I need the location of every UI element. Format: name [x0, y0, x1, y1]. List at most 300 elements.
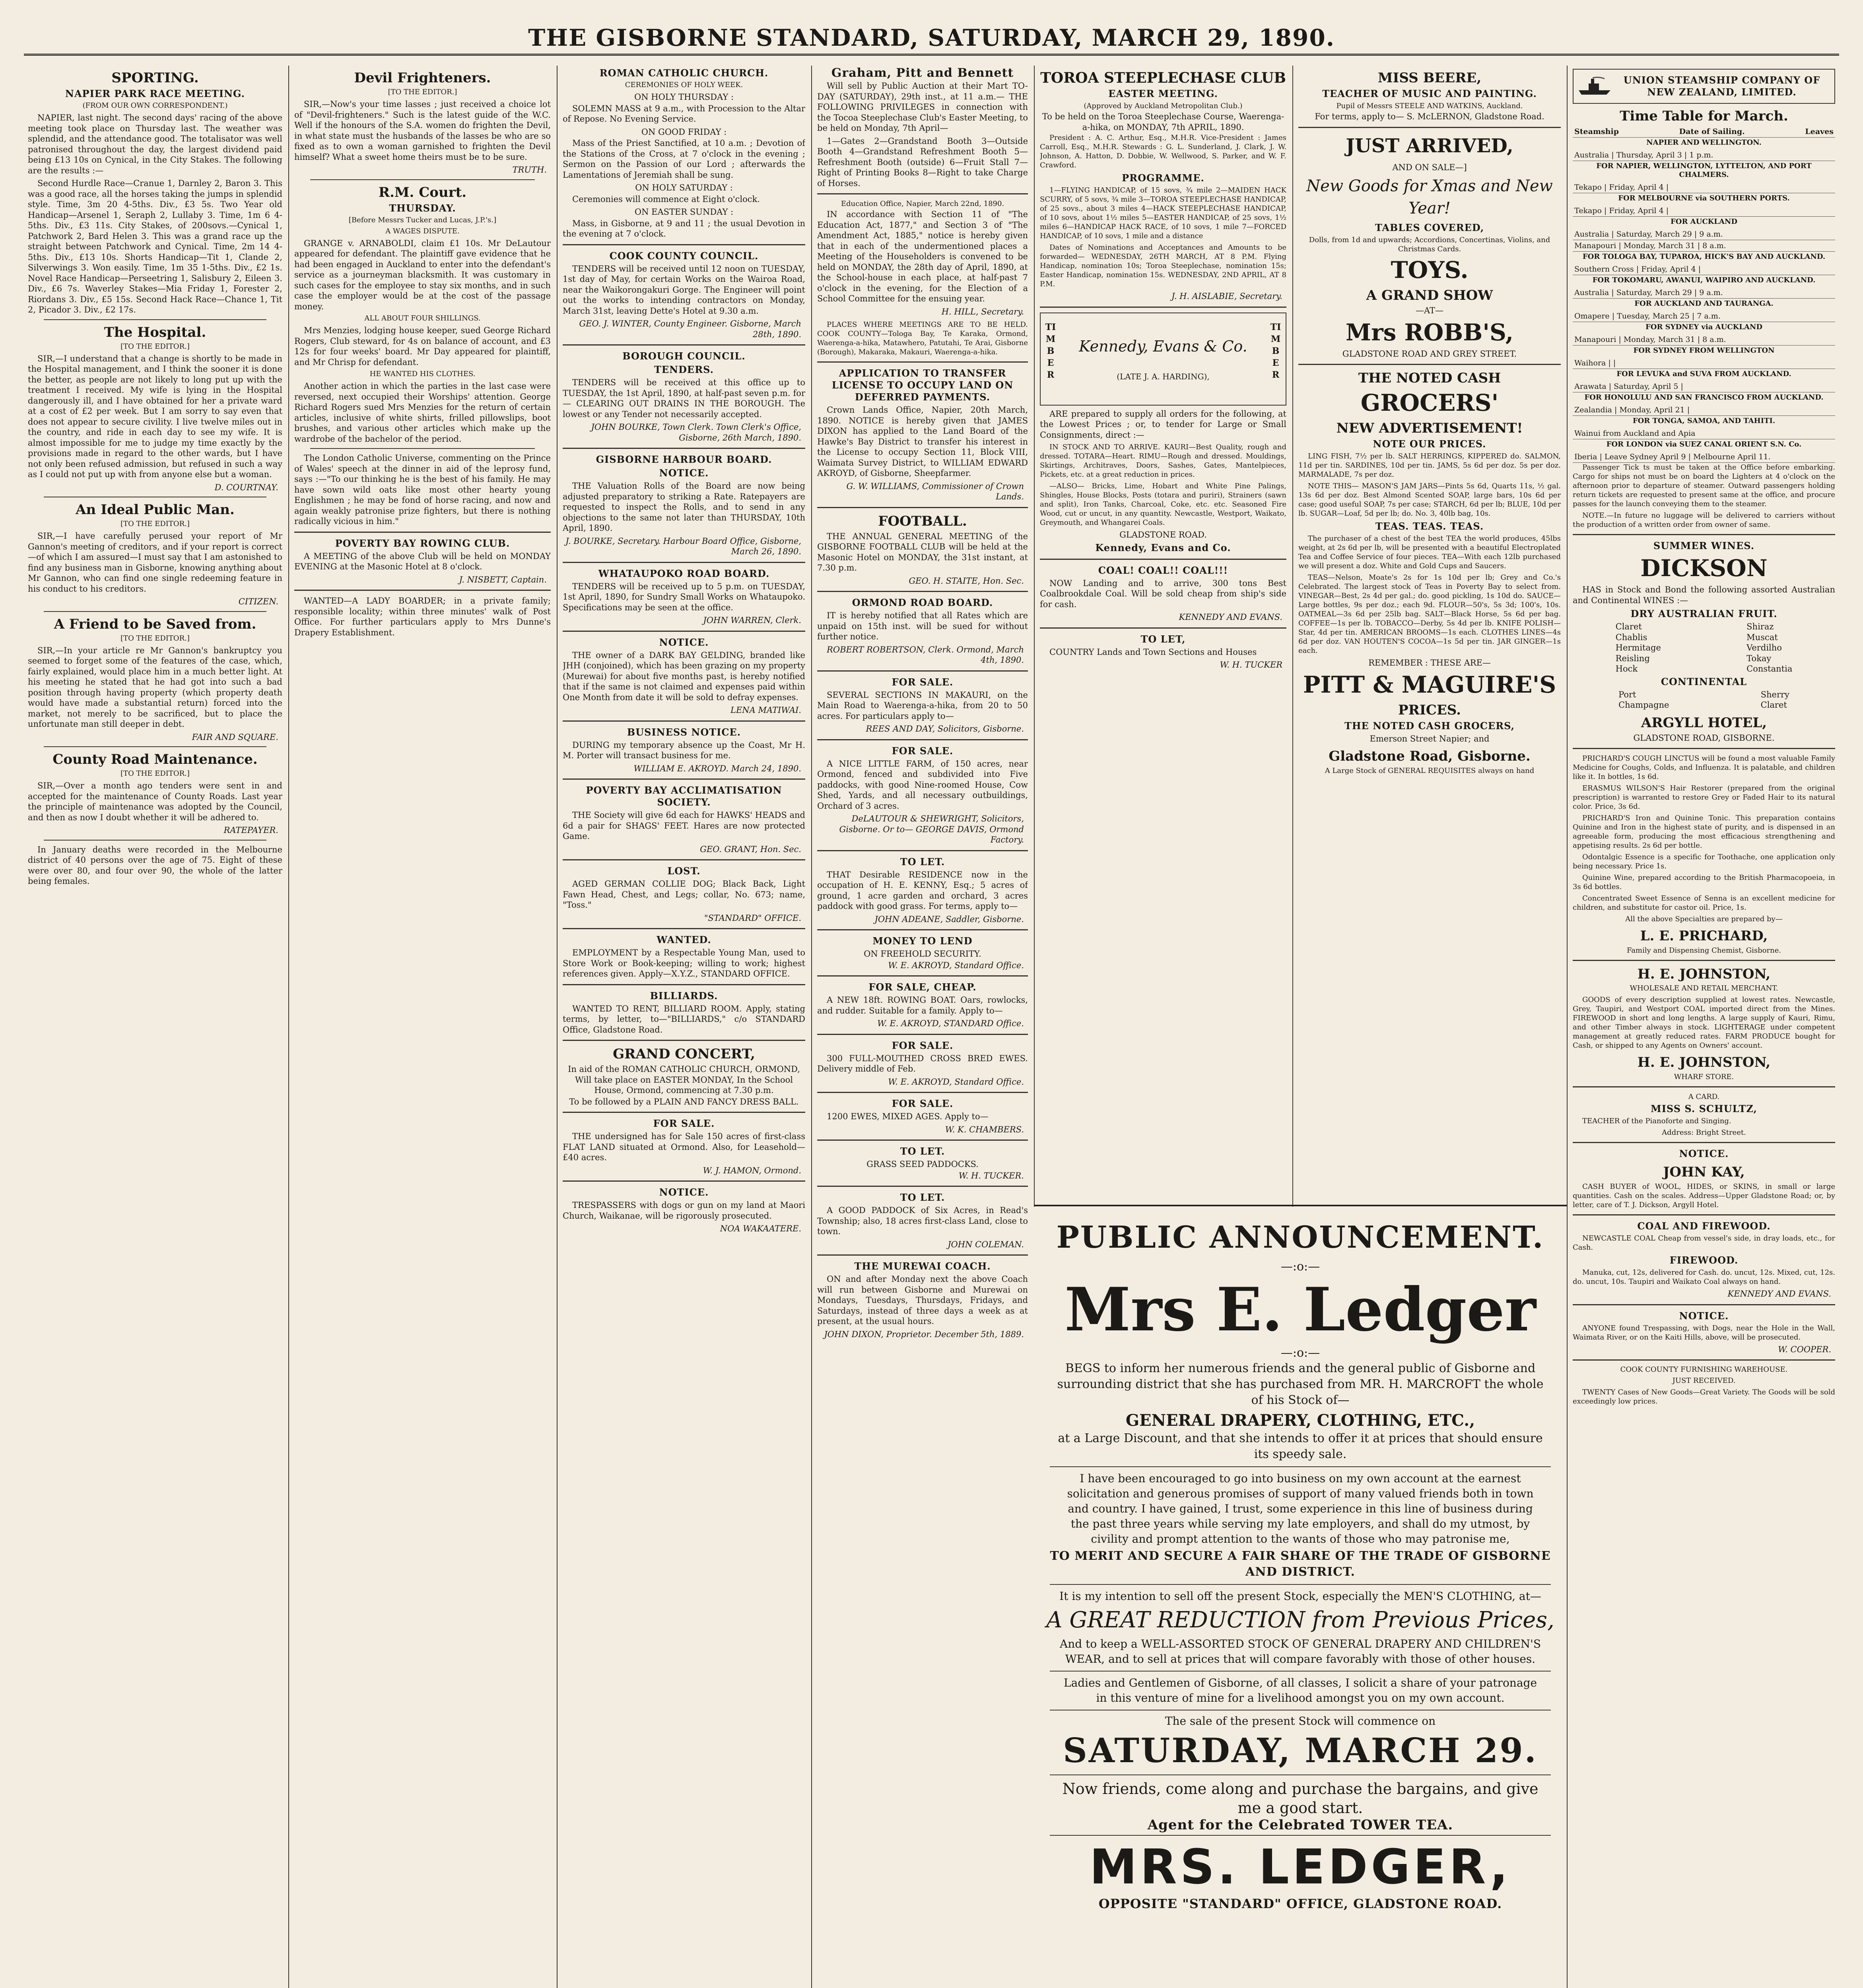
- sale2-body: A NICE LITTLE FARM, of 150 acres, near Ormond, fenced and subdivided into Five paddocks, with good Nine-roomed House, Cow Shed, Yards, and all necessary outbuildings, Orchard of 3 acres.: [817, 759, 1028, 811]
- money-body: ON FREEHOLD SECURITY.: [864, 949, 981, 959]
- remember: REMEMBER : THESE ARE—: [1368, 658, 1491, 668]
- notice3-body: TRESPASSERS with dogs or gun on my land at Maori Church, Waikanae, will be rigorously prosecuted.: [563, 1200, 805, 1221]
- ledger-body4: I have been encouraged to go into business on my own account at the earnest solicitation and generous promises of support of many valued friends both in town and country. I have gained, I trust, some experience in this line of business during the past three years while serving my late employers, and shall do my utmost, by civility and prompt attention to the wants of those who may patronise me,: [1067, 1472, 1534, 1545]
- timetable-row: Tekapo | Friday, April 4 |: [1573, 182, 1835, 193]
- sale2-heading: FOR SALE.: [892, 745, 954, 757]
- beere-pupil: Pupil of Messrs STEELE AND WATKINS, Auckland.: [1336, 102, 1523, 110]
- cook-body: TENDERS will be received until 12 noon on TUESDAY, 1st day of May, for certain Works on the Wairoa Road, near the Waikorongakuri Gorge. The Engineer will point out the works to intending contractors on Monday, March 31st, leaving Dette's Hotel at 9.30 a.m.: [563, 264, 805, 316]
- dickson: DICKSON: [1640, 555, 1768, 582]
- dickson-fruit: DRY AUSTRALIAN FRUIT.: [1630, 608, 1778, 619]
- rm-sub3: HE WANTED HIS CLOTHES.: [369, 370, 476, 378]
- ideal-to: [TO THE EDITOR.]: [120, 520, 190, 528]
- wine-item: Tokay: [1746, 653, 1772, 663]
- cheap-body: A NEW 18ft. ROWING BOAT. Oars, rowlocks, and rudder. Suitable for a family. Apply to—: [817, 995, 1028, 1015]
- sale3-signature: W. E. AKROYD, Standard Office.: [888, 1077, 1024, 1087]
- harbour-heading: GISBORNE HARBOUR BOARD.: [596, 454, 772, 465]
- wines-heading: SUMMER WINES.: [1653, 540, 1755, 551]
- th-leaves: Leaves: [1805, 127, 1834, 136]
- column-rule: [1034, 66, 1035, 1207]
- wanted-lady-ad: WANTED—A LADY BOARDER; in a private family; responsible locality; within three minutes' walk of Post Office. For further particulars apply to Mrs Dunne's Drapery Establishment.: [294, 596, 551, 637]
- column-rule: [557, 66, 558, 1988]
- graham-body: Will sell by Public Auction at their Mart TO-DAY (SATURDAY), 29th inst., at 11 a.m.— THE FOLLOWING PRIVILEGES in connection with the Tocoa Steeplechase Club's Easter Meeting, to be held on Monday, 7th April—: [817, 81, 1028, 133]
- edu-signature: H. HILL, Secretary.: [941, 307, 1024, 316]
- rc-thursday-h: ON HOLY THURSDAY :: [634, 92, 734, 102]
- kennedy-stock: IN STOCK AND TO ARRIVE. KAURI—Best Quality, rough and dressed. TOTARA—Heart. RIMU—Rough and dressed. Mouldings, Skirtings, Architraves, Doors, Sashes, Gates, Mantelpieces, Pickets, etc. at a great reduction in prices.: [1040, 443, 1286, 479]
- sale2-signature: DeLAUTOUR & SHEWRIGHT, Solicitors, Gisborne. Or to— GEORGE DAVIS, Ormond Factory.: [839, 814, 1024, 845]
- kennedy-logo: [1040, 313, 1286, 406]
- wines-list-cont-left: [1618, 689, 1669, 711]
- kennedy-signature: Kennedy, Evans and Co.: [1095, 542, 1231, 553]
- schultz-address: Address: Bright Street.: [1662, 1128, 1746, 1137]
- forsale-signature: W. J. HAMON, Ormond.: [703, 1165, 801, 1175]
- pitt-gisborne: Gladstone Road, Gisborne.: [1329, 748, 1531, 764]
- edu-places: PLACES WHERE MEETINGS ARE TO BE HELD. COOK COUNTY—Tologa Bay, Te Karaka, Ormond, Waerenga-a-hika, Matawhero, Patutahi, Te Arai, Gisborne (Borough), Makaraka, Makauri, Waerenga-a-hika.: [817, 320, 1028, 356]
- johnston-body: GOODS of every description supplied at lowest rates. Newcastle, Grey, Taupiri, and Westport COAL imported direct from the Mines. FIREWOOD in short and long lengths. A large supply of Kauri, Rimu, and other Timber always in stock. LIGHTERAGE under competent management at greatly reduced rates. FARM PRODUCE bought for Cash, or shipped to any Agents on Owners' account.: [1573, 996, 1835, 1050]
- rm-sub2: ALL ABOUT FOUR SHILLINGS.: [364, 314, 481, 322]
- friend-signature: FAIR AND SQUARE.: [192, 732, 278, 742]
- app-signature: G. W. WILLIAMS, Commissioner of Crown Lands.: [846, 481, 1024, 501]
- wine-item: Shiraz: [1746, 622, 1774, 631]
- toroa-sub: EASTER MEETING.: [1108, 88, 1218, 99]
- lost-heading: LOST.: [667, 865, 701, 877]
- app-body: Crown Lands Office, Napier, 20th March, 1890. NOTICE is hereby given that JAMES DIXON has applied to the Land Board of the Hawke's Bay District to transfer his interest in the License to occupy Section 11, Block VIII, Waimata Survey District, to WILLIAM EDWARD AKROYD, of Gisborne, Sheepfarmer.: [817, 405, 1028, 478]
- business-signature: WILLIAM E. AKROYD. March 24, 1890.: [633, 763, 801, 773]
- masthead: THE GISBORNE STANDARD, SATURDAY, MARCH 29, 1890.: [24, 22, 1839, 56]
- new-ad: NEW ADVERTISEMENT!: [1336, 420, 1523, 436]
- hospital-to: [TO THE EDITOR.]: [120, 342, 190, 351]
- twenty-cases: TWENTY Cases of New Goods—Great Variety. The Goods will be sold exceedingly low prices.: [1573, 1388, 1835, 1406]
- sporting-heading: SPORTING.: [111, 70, 199, 86]
- toroa-approved: (Approved by Auckland Metropolitan Club.): [1084, 102, 1243, 110]
- wanted-heading: WANTED.: [657, 934, 711, 945]
- county-heading: County Road Maintenance.: [52, 751, 258, 767]
- coach-heading: THE MUREWAI COACH.: [854, 1260, 991, 1272]
- johnston-sub: WHOLESALE AND RETAIL MERCHANT.: [1630, 984, 1778, 992]
- timetable-row: Zealandia | Monday, April 21 |: [1573, 404, 1835, 416]
- timetable-row: Wainui from Auckland and Apia: [1573, 428, 1835, 439]
- notice2-body: THE owner of a DARK BAY GELDING, branded like JHH (conjoined), which has been grazing on my property (Murewai) for about five months past, is hereby notified that if the same is not claimed and expenses paid within One Month from date it will be sold to defray expenses.: [563, 650, 805, 702]
- th-ship: Steamship: [1574, 127, 1619, 136]
- rc-sunday: Mass, in Gisborne, at 9 and 11 ; the usual Devotion in the evening at 7 o'clock.: [563, 218, 805, 239]
- grocers: GROCERS': [1360, 389, 1499, 416]
- prices: LING FISH, 7½ per lb. SALT HERRINGS, KIPPERED do. SALMON, 11d per tin. SARDINES, 10d per tin. JAMS, 5s 6d per doz. 5s per doz. MARMALADE, 7s per doz.: [1298, 452, 1561, 479]
- sporting-body: NAPIER, last night. The second days' racing of the above meeting took place on Thursday last. The weather was splendid, and the attendance good. The totalisator was well patronised throughout the day, the largest dividend paid being £13 10s on Cynical, in the City Stakes. The following are the results :—: [28, 113, 282, 175]
- rm-before: [Before Messrs Tucker and Lucas, J.P.'s.]: [348, 215, 497, 224]
- wine-item: Muscat: [1746, 632, 1778, 642]
- lost-body: AGED GERMAN COLLIE DOG; Black Back, Light Fawn Head, Chest, and Legs; collar, No. 673; name, "Toss.": [563, 879, 805, 910]
- kennedy-late: (LATE J. A. HARDING),: [1117, 372, 1210, 381]
- kennedy-timber-right: TIMBER: [1270, 322, 1281, 380]
- ledger-body9: The sale of the present Stock will commence on: [1165, 1714, 1436, 1728]
- tenders-heading: TENDERS.: [654, 364, 714, 375]
- cook-signature: GEO. J. WINTER, County Engineer. Gisborne, March 28th, 1890.: [579, 319, 801, 339]
- just-received: JUST RECEIVED.: [1672, 1376, 1736, 1385]
- teas-body: The purchaser of a chest of the best TEA the world produces, 45lbs weight, at 2s 6d per lb, will be presented with a beautiful Electroplated Tea and Coffee Service of four pieces. TEA—With each 12lb purchased we will present a doz. White and Gold Cups and Saucers.: [1298, 534, 1561, 570]
- note-prices: NOTE OUR PRICES.: [1373, 438, 1486, 450]
- kennedy-body: ARE prepared to supply all orders for the following, at the Lowest Prices ; or, to tender for Large or Small Consignments, direct :—: [1040, 409, 1286, 440]
- notice7-body: ANYONE found Trespassing, with Dogs, near the Hole in the Wall, Waimata River, or on the Kaiti Hills, above, will be prosecuted.: [1573, 1324, 1835, 1342]
- wine-item: Constantia: [1746, 664, 1793, 674]
- johnston-2: H. E. JOHNSTON,: [1637, 1054, 1771, 1070]
- beere-terms: For terms, apply to— S. McLERNON, Gladstone Road.: [1315, 112, 1544, 121]
- concert-body: In aid of the ROMAN CATHOLIC CHURCH, ORMOND, Will take place on EASTER MONDAY, In the School House, Ormond, commencing at 7.30 p.m.: [568, 1064, 800, 1095]
- ledger-body2: GENERAL DRAPERY, CLOTHING, ETC.,: [1125, 1411, 1475, 1430]
- kennedy-also: —ALSO— Bricks, Lime, Hobart and White Pine Palings, Shingles, House Blocks, Posts (totara and puriri), Strainers (sawn and split), Iron Tanks, Charcoal, Coke, etc. etc. Seasoned Fire Wood, cut or uncut, in any quantity. Newcastle, Westport, Waikato, Greymouth, and Whangarei Coals.: [1040, 482, 1286, 527]
- column-rule: [288, 66, 289, 1988]
- kay-notice: NOTICE.: [1679, 1148, 1729, 1159]
- usc-box: [1573, 69, 1835, 104]
- wine-item: Chablis: [1615, 632, 1647, 642]
- sale4-heading: FOR SALE.: [892, 1098, 954, 1109]
- lost-signature: "STANDARD" OFFICE.: [704, 913, 801, 923]
- forsale-heading: FOR SALE.: [653, 1118, 715, 1129]
- let3-heading: TO LET.: [900, 1192, 945, 1203]
- teas-heading: TEAS. TEAS. TEAS.: [1375, 520, 1484, 532]
- ledger-body1: BEGS to inform her numerous friends and the general public of Gisborne and surrounding district that she has purchased from MR. H. MARCROFT the whole of his Stock of—: [1057, 1361, 1544, 1407]
- let2-heading: TO LET.: [900, 1145, 945, 1157]
- toroa-officials: President : A. C. Arthur, Esq., M.H.R. Vice-President : James Carroll, Esq., M.H.R. Stewards : G. L. Sunderland, J. Clark, J. W. Johnson, A. Hatton, D. Dobbie, W. Wellwood, S. Parker, and W. F. Crawford.: [1040, 134, 1286, 169]
- timetable-section-title: FOR NAPIER, WELLINGTON, LYTTELTON, AND PORT CHALMERS.: [1596, 162, 1812, 179]
- wines-list-continental: [1573, 689, 1835, 711]
- borough-heading: BOROUGH COUNCIL.: [622, 350, 746, 362]
- let5-signature: W. H. TUCKER: [1220, 660, 1282, 670]
- ormond-heading: ORMOND ROAD BOARD.: [852, 597, 993, 608]
- cheap-heading: FOR SALE, CHEAP.: [868, 981, 977, 993]
- odontalgic: Odontalgic Essence is a specific for Toothache, one application only being necessary. Price 1s.: [1573, 853, 1835, 870]
- notice7-heading: NOTICE.: [1679, 1310, 1729, 1322]
- timetable-row: Iberia | Leave Sydney April 9 | Melbourne April 11.: [1573, 451, 1835, 463]
- ideal-heading: An Ideal Public Man.: [76, 502, 235, 518]
- beere-heading: MISS BEERE,: [1377, 70, 1482, 86]
- card: A CARD.: [1688, 1093, 1720, 1101]
- column-1: [28, 66, 282, 1988]
- timetable-row: Australia | Saturday, March 29 | 9 a.m.: [1573, 229, 1835, 240]
- wanted-body: EMPLOYMENT by a Respectable Young Man, used to Store Work or Book-keeping; willing to work; highest references given. Apply—X.Y.Z., STANDARD OFFICE.: [563, 948, 805, 978]
- business-body: DURING my temporary absence up the Coast, Mr H. M. Porter will transact business for me.: [563, 740, 805, 760]
- pitt-noted: THE NOTED CASH GROCERS,: [1344, 720, 1515, 732]
- football-signature: GEO. H. STAITE, Hon. Sec.: [909, 576, 1024, 586]
- rm-body1: GRANGE v. ARNABOLDI, claim £1 10s. Mr DeLautour appeared for defendant. The plaintiff gave evidence that he had been engaged in Auckland to enter into the defendant's service as a journeyman blacksmith. It was customary in such cases for the employee to stay six months, and in such case the employer would be at the cost of the passage money.: [294, 238, 551, 311]
- dickson-body: HAS in Stock and Bond the following assorted Australian and Continental WINES :—: [1573, 585, 1835, 605]
- wine-item: Verdilho: [1746, 643, 1782, 652]
- timetable-section-title: FOR LONDON via SUEZ CANAL ORIENT S.N. Co.: [1606, 440, 1802, 448]
- let5-body: COUNTRY Lands and Town Sections and Houses: [1049, 647, 1257, 657]
- prichard-linctus: PRICHARD'S COUGH LINCTUS will be found a most valuable Family Medicine for Coughs, Colds, and Influenza. It is palatable, and children like it. In bottles, 1s 6d.: [1573, 754, 1835, 781]
- ledger-body7: And to keep a WELL-ASSORTED STOCK OF GENERAL DRAPERY AND CHILDREN'S WEAR, and to sell at prices that will compare favorably with those of other houses.: [1059, 1637, 1541, 1666]
- county-body: SIR,—Over a month ago tenders were sent in and accepted for the maintenance of County Roads. Last year the principle of maintenance was adopted by the Council, and then as now I doubt whether it will be adhered to.: [28, 781, 282, 822]
- toroa-signature: J. H. AISLABIE, Secretary.: [1171, 291, 1282, 301]
- robbs-address: GLADSTONE ROAD AND GREY STREET.: [1342, 349, 1517, 359]
- timetable-section-title: FOR AUCKLAND AND TAURANGA.: [1634, 299, 1774, 308]
- and-sale: AND ON SALE—]: [1392, 162, 1467, 172]
- concert-ball: To be followed by a PLAIN AND FANCY DRESS BALL.: [569, 1097, 799, 1107]
- coal7-body: NEWCASTLE COAL Cheap from vessel's side, in dray loads, etc., for Cash.: [1573, 1234, 1835, 1252]
- timetable-heading: Time Table for March.: [1620, 108, 1788, 124]
- wharf-store: WHARF STORE.: [1674, 1073, 1734, 1081]
- kay-body: CASH BUYER of WOOL, HIDES, or SKINS, in small or large quantities. Cash on the scales. Address—Upper Gladstone Road; or, by letter, care of T. J. Dickson, Argyll Hotel.: [1573, 1182, 1835, 1209]
- timetable-row: Australia | Thursday, April 3 | 1 p.m.: [1573, 149, 1835, 161]
- continental: CONTINENTAL: [1661, 676, 1747, 687]
- harbour-body: THE Valuation Rolls of the Board are now being adjusted preparatory to striking a Rate. Ratepayers are requested to inspect the Rolls, and to send in any objections to the same not later than THURSDAY, 10th April, 1890.: [563, 481, 805, 533]
- column-rule: [1292, 66, 1293, 1207]
- wine-item: Claret: [1615, 622, 1642, 631]
- timetable-row: Manapouri | Monday, March 31 | 8 a.m.: [1573, 334, 1835, 346]
- ledger-name2: MRS. LEDGER,: [1089, 1840, 1511, 1895]
- cheap-signature: W. E. AKROYD, STANDARD Office.: [877, 1019, 1024, 1028]
- let5-heading: TO LET,: [1140, 633, 1186, 645]
- let-body: THAT Desirable RESIDENCE now in the occupation of H. E. KENNY, Esq.; 5 acres of ground, 1 acre garden and orchard, 3 acres paddock with good grass. For terms, apply to—: [817, 870, 1028, 911]
- friend-heading: A Friend to be Saved from.: [54, 616, 256, 632]
- notice2-heading: NOTICE.: [659, 636, 709, 648]
- at: —AT—: [1415, 306, 1444, 315]
- rm-sub1: A WAGES DISPUTE.: [385, 227, 460, 235]
- timetable-section-title: FOR MELBOURNE via SOUTHERN PORTS.: [1618, 194, 1790, 202]
- argyll-address: GLADSTONE ROAD, GISBORNE.: [1633, 733, 1775, 743]
- rm-heading: R.M. Court.: [378, 184, 467, 200]
- concert-heading: GRAND CONCERT,: [613, 1046, 755, 1062]
- rc-friday-h: ON GOOD FRIDAY :: [641, 127, 727, 137]
- county-footer: In January deaths were recorded in the Melbourne district of 40 persons over the age of 75. Eight of these were over 80, and four over 90, the whole of the latter being females.: [28, 845, 282, 886]
- column-6: [1298, 66, 1561, 1203]
- schultz: MISS S. SCHULTZ,: [1651, 1103, 1757, 1114]
- app-heading: APPLICATION TO TRANSFER LICENSE TO OCCUPY LAND ON DEFERRED PAYMENTS.: [831, 367, 1014, 403]
- firewood-signature: KENNEDY AND EVANS.: [1727, 1289, 1831, 1299]
- cook-furnishing: COOK COUNTY FURNISHING WAREHOUSE.: [1620, 1365, 1788, 1374]
- ledger-body10: Now friends, come along and purchase the bargains, and give me a good start.: [1062, 1780, 1539, 1817]
- rc-saturday: Ceremonies will commence at Eight o'clock.: [572, 194, 760, 204]
- column-5: [1040, 66, 1286, 1203]
- lep: L. E. PRICHARD,: [1640, 928, 1768, 944]
- senna: Concentrated Sweet Essence of Senna is an excellent medicine for children, and substitute for castor oil. Price, 1s.: [1573, 894, 1835, 912]
- billiards-heading: BILLIARDS.: [650, 990, 718, 1002]
- prepared-by: All the above Specialties are prepared by—: [1625, 915, 1783, 923]
- rc-friday: Mass of the Priest Sanctified, at 10 a.m. ; Devotion of the Stations of the Cross, at 7 o'clock in the evening ; Sermon on the Passion of our Lord ; afterwards the Lamentations of Jeremiah shall be sung.: [563, 138, 805, 180]
- pitt-maguire: PITT & MAGUIRE'S: [1303, 671, 1556, 698]
- notice3-signature: NOA WAKAATERE.: [720, 1224, 801, 1233]
- wines-list-left: [1616, 621, 1661, 674]
- sale4-signature: W. K. CHAMBERS.: [945, 1124, 1024, 1134]
- friend-to: [TO THE EDITOR.]: [120, 634, 190, 643]
- timetable-section-title: FOR TONGA, SAMOA, AND TAHITI.: [1632, 417, 1776, 425]
- devil-to: [TO THE EDITOR.]: [388, 88, 457, 96]
- robbs: Mrs ROBB'S,: [1345, 318, 1514, 346]
- sale1-heading: FOR SALE.: [892, 676, 954, 688]
- rc-heading: ROMAN CATHOLIC CHURCH.: [599, 67, 769, 79]
- kennedy-address: GLADSTONE ROAD.: [1119, 530, 1207, 540]
- column-rule: [811, 66, 812, 1988]
- ledger-body5: TO MERIT AND SECURE A FAIR SHARE OF THE TRADE OF GISBORNE AND DISTRICT.: [1050, 1549, 1551, 1579]
- wines-list-right: [1746, 621, 1792, 674]
- arrived-heading: JUST ARRIVED,: [1346, 134, 1513, 157]
- money-heading: MONEY TO LEND: [872, 935, 973, 947]
- timetable-sections: [1573, 138, 1835, 463]
- timetable-section-title: NAPIER AND WELLINGTON.: [1646, 138, 1762, 147]
- sporting-results: Second Hurdle Race—Cranue 1, Darnley 2, Baron 3. This was a good race, all the horses taking the jumps in splendid style. Time, 3m 20 4-5ths. Div., £3 5s. Two Year old Handicap—Arsenel 1, Seraph 2, Lullaby 3. Time, 1m 6 4-5ths. Div., £3 11s. City Stakes, of 200sovs.—Cynical 1, Patchwork 2, Bard Helen 3. This was a grand race up the straight between Patchwork and Cynical. Time, 2m 14 4-5ths. Div., £13 10s. Shorts Handicap—Tit 1, Clande 2, Silverwings 3. Won easily. Time, 1m 35 1-5ths. Div., £2 1s. Novel Race Handicap—Perseetring 1, Salisbury 2, Eileen 3. Div., £6 7s. Waverley Stakes—Mia Friday 1, Forester 2, Riordans 3. Div., £5 15s. Second Hack Race—Chance 1, Tit 2, Picador 3. Div., £2 17s.: [28, 179, 282, 315]
- sale3-heading: FOR SALE.: [892, 1039, 954, 1051]
- notice3-heading: NOTICE.: [659, 1186, 709, 1198]
- coach-signature: JOHN DIXON, Proprietor. December 5th, 1889.: [824, 1329, 1024, 1339]
- money-signature: W. E. AKROYD, Standard Office.: [888, 960, 1024, 970]
- usc-note2: NOTE.—In future no luggage will be delivered to carriers without the production of a written order from owner of same.: [1573, 511, 1835, 529]
- rm-day: THURSDAY.: [389, 202, 456, 214]
- steamship-icon: [1577, 76, 1612, 96]
- firewood-body: Manuka, cut, 12s, delivered for Cash. do. uncut, 12s. Mixed, cut, 12s. do. uncut, 10s. Taupiri and Waikato Coal always on hand.: [1573, 1268, 1835, 1286]
- timetable-row: Arawata | Saturday, April 5 |: [1573, 381, 1835, 392]
- ledger-date: SATURDAY, MARCH 29.: [1063, 1731, 1538, 1770]
- wines-list: [1573, 621, 1835, 674]
- sporting-byline: (FROM OUR OWN CORRESPONDENT.): [82, 101, 228, 110]
- rowing-signature: J. NISBETT, Captain.: [459, 575, 547, 584]
- sale1-signature: REES AND DAY, Solicitors, Gisborne.: [866, 724, 1024, 734]
- timetable-row: Waihora | |: [1573, 357, 1835, 369]
- quinine: Quinine Wine, prepared according to the British Pharmacopoeia, in 3s 6d bottles.: [1573, 874, 1835, 891]
- kay: JOHN KAY,: [1663, 1164, 1745, 1180]
- sporting-subheading: NAPIER PARK RACE MEETING.: [65, 88, 245, 99]
- let3-body: A GOOD PADDOCK of Six Acres, in Read's Township; also, 18 acres first-class Land, close to town.: [817, 1206, 1028, 1236]
- let-heading: TO LET.: [900, 856, 945, 868]
- graham-heading: Graham, Pitt and Bennett: [831, 66, 1014, 80]
- column-rule: [1567, 66, 1568, 1988]
- graham-list: 1—Gates 2—Grandstand Booth 3—Outside Booth 4—Grandstand Refreshment Booth 5—Refreshment Booth (outside) 6—Fruit Stall 7—Right of Printing Books 8—Right to take Charge of Horses.: [817, 136, 1028, 188]
- toroa-dates: Dates of Nominations and Acceptances and Amounts to be forwarded— WEDNESDAY, 26TH MARCH, AT 8 P.M. Flying Handicap, nomination 10s; Toroa Steeplechase, nomination 15s; Easter Handicap, nomination 15s. WEDNESDAY, 2ND APRIL, AT 8 P.M.: [1040, 243, 1286, 288]
- let3-signature: JOHN COLEMAN.: [948, 1239, 1024, 1249]
- whata-signature: JOHN WARREN, Clerk.: [703, 615, 801, 625]
- column-3: [563, 66, 805, 1988]
- rc-subheading: CEREMONIES OF HOLY WEEK.: [625, 81, 743, 89]
- pitt-prices: PRICES.: [1398, 702, 1461, 718]
- timetable-section-title: FOR SYDNEY FROM WELLINGTON: [1633, 346, 1775, 355]
- ledger-reduction: A GREAT REDUCTION from Previous Prices,: [1046, 1607, 1554, 1633]
- kennedy-timber-left: TIMBER: [1045, 322, 1056, 380]
- wine-item: Hock: [1615, 664, 1638, 674]
- business-heading: BUSINESS NOTICE.: [627, 726, 741, 738]
- timetable-row: Southern Cross | Friday, April 4 |: [1573, 264, 1835, 275]
- column-7: [1573, 66, 1835, 1988]
- ledger-agent: Agent for the Celebrated TOWER TEA.: [1147, 1817, 1453, 1833]
- ledger-body6: It is my intention to sell off the present Stock, especially the MEN'S CLOTHING, at—: [1059, 1590, 1541, 1603]
- coal-body: NOW Landing and to arrive, 300 tons Best Coalbrookdale Coal. Will be sold cheap from ship's side for cash.: [1040, 578, 1286, 609]
- usc-note: Passenger Tick ts must be taken at the Office before embarking. Cargo for ships not must be on board the Lighters at 4 o'clock on the afternoon prior to departure of steamer. Outward passengers holding return tickets are requested to present same at the office, and procure passes for the launch conveying them to the steamer.: [1573, 463, 1835, 508]
- timetable-row: Australia | Saturday, March 29 | 9 a.m.: [1573, 287, 1835, 299]
- hospital-heading: The Hospital.: [104, 324, 206, 340]
- timetable-row: Omapere | Tuesday, March 25 | 7 a.m.: [1573, 311, 1835, 322]
- column-2: [294, 66, 551, 1988]
- let2-body: GRASS SEED PADDOCKS.: [866, 1159, 979, 1169]
- timetable-section-title: FOR TOKOMARU, AWANUI, WAIPIRO AND AUCKLAND.: [1592, 276, 1816, 284]
- timetable-section-title: FOR TOLOGA BAY, TUPAROA, HICK'S BAY AND AUCKLAND.: [1582, 252, 1826, 261]
- toroa-programme-heading: PROGRAMME.: [1122, 172, 1204, 184]
- tenders-body: TENDERS will be received at this office up to TUESDAY, the 1st April, 1890, at half-past seven p.m. for— CLEARING OUT DRAINS IN THE BOROUGH. The lowest or any Tender not necessarily accepted.: [563, 378, 805, 419]
- edu-body: IN accordance with Section 11 of "The Education Act, 1877," and Section 3 of "The Amendment Act, 1885," notice is hereby given that in each of the undermentioned places a Meeting of the Householders is convened to be held on MONDAY, the 28th day of April, 1890, at the School-house in each place, at half-past 7 o'clock in the evening, for the Election of a School Committee for the ensuing year.: [817, 210, 1028, 303]
- wine-item: Reisling: [1615, 653, 1650, 663]
- sale4-body: 1200 EWES, MIXED AGES. Apply to—: [827, 1112, 989, 1121]
- cook-heading: COOK COUNTY COUNCIL.: [609, 250, 759, 262]
- wine-item: Port: [1618, 689, 1636, 699]
- wine-item: Hermitage: [1615, 643, 1661, 652]
- ledger-announce: PUBLIC ANNOUNCEMENT.: [1056, 1219, 1544, 1255]
- devil-body: SIR,—Now's your time lasses ; just received a choice lot of "Devil-frighteners." Such is the latest guide of the W.C. Well if the honours of the S.A. women do frighten the Devil, in what state must the husbands of the lasses be who are so fixed as to own a woman garnished to frighten the Devil himself? What a sweet home theirs must be to be sure.: [294, 99, 551, 162]
- ideal-body: SIR,—I have carefully perused your report of Mr Gannon's meeting of creditors, and if your report is correct—of which I am assured—I must say that I am astonished to find any business man in Gisborne, knowing anything about Mr Gannon, who can find one single redeeming feature in his conduct to his creditors.: [28, 531, 282, 594]
- coal-signature: KENNEDY AND EVANS.: [1179, 612, 1282, 622]
- erasmus: ERASMUS WILSON'S Hair Restorer (prepared from the original prescription) is warranted to restore Grey or Faded Hair to its natural color. Price, 3s 6d.: [1573, 784, 1835, 811]
- rc-saturday-h: ON HOLY SATURDAY :: [635, 183, 733, 192]
- timetable-header: [1573, 126, 1835, 138]
- ledger-ad: PUBLIC ANNOUNCEMENT. —:o:— Mrs E. Ledger —:o:— BEGS to inform her numerous friends and the general public of Gisborne and surrounding district that she has purchased from MR. H. MARCROFT the whole of his Stock of— GENERAL DRAPERY, CLOTHING, ETC., at a Large Discount, and that she intends to offer it at prices that should ensure its speedy sale. I have been encouraged to go into business on my own account at the earnest solicitation and generous promises of support of many valued friends both in town and country. I have gained, I trust, some experience in this line of business during the past three years while serving my late employers, and shall do my utmost, by civility and prompt attention to the wants of those who may patronise me, TO MERIT AND SECURE A FAIR SHARE OF THE TRADE OF GISBORNE AND DISTRICT. It is my intention to sell off the present Stock, especially the MEN'S CLOTHING, at— A GREAT REDUCTION from Previous Prices, And to keep a WELL-ASSORTED STOCK OF GENERAL DRAPERY AND CHILDREN'S WEAR, and to sell at prices that will compare favorably with those of other houses. Ladies and Gentlemen of Gisborne, of all classes, I solicit a share of your patronage in this venture of mine for a livelihood amongst you on my own account. The sale of the present Stock will commence on SATURDAY, MARCH 29. Now friends, come along and purchase the bargains, and give me a good start. Agent for the Celebrated TOWER TEA. MRS. LEDGER, OPPOSITE "STANDARD" OFFICE, GLADSTONE ROAD.: [1034, 1205, 1567, 1988]
- toroa-heading: TOROA STEEPLECHASE CLUB: [1040, 70, 1286, 86]
- timetable-row: Tekapo | Friday, April 4 |: [1573, 205, 1835, 217]
- poverty-signature: GEO. GRANT, Hon. Sec.: [700, 844, 801, 854]
- lep-sub: Family and Dispensing Chemist, Gisborne.: [1626, 946, 1781, 955]
- rowing-heading: POVERTY BAY ROWING CLUB.: [335, 537, 510, 549]
- teas-list: TEAS—Nelson, Moate's 2s for 1s 10d per lb; Grey and Co.'s Celebrated. The largest stock of Teas in Poverty Bay to select from. VINEGAR—Best, 2s 4d per gal.; do. good pickling, 1s 10d do. SAUCE—Large bottles, 9s per doz.; each 9d. FLOUR—50's, 5s 3d; 100's, 10s. OATMEAL—3s 6d per 25lb bag. SALT—Black Horse, 5s 6d per bag. COFFEE—1s per lb. TOBACCO—Derby, 5s 4d per lb. KNIFE POLISH—Star, 4d per tin. AMERICAN BROOMS—1s each. CLOTHES LINES—4s 6d per doz. VAN HOUTEN'S COCOA—1s 5d per tin. JAR GINGER—1s each.: [1298, 573, 1561, 655]
- whata-body: TENDERS will be received up to 5 p.m. on TUESDAY, 1st April, 1890, for Sundry Small Works on Whataupoko. Specifications may be seen at the office.: [563, 581, 805, 612]
- tenders-signature: JOHN BOURKE, Town Clerk. Town Clerk's Office, Gisborne, 26th March, 1890.: [591, 422, 801, 443]
- coach-body: ON and after Monday next the above Coach will run between Gisborne and Murewai on Mondays, Tuesdays, Thursdays, Fridays, and Saturdays, instead of three days a week as at present, at the usual hours.: [817, 1274, 1028, 1326]
- ormond-signature: ROBERT ROBERTSON, Clerk. Ormond, March 4th, 1890.: [827, 645, 1024, 665]
- poverty-body: THE Society will give 6d each for HAWKS' HEADS and 6d a pair for SHAGS' FEET. Hares are now protected Game.: [563, 810, 805, 841]
- football-body: THE ANNUAL GENERAL MEETING of the GISBORNE FOOTBALL CLUB will be held at the Masonic Hotel on MONDAY, the 31st instant, at 7.30 p.m.: [817, 531, 1028, 573]
- timetable-section-title: FOR SYDNEY via AUCKLAND: [1645, 323, 1762, 331]
- rc-thursday: SOLEMN MASS at 9 a.m., with Procession to the Altar of Repose. No Evening Service.: [563, 103, 805, 124]
- rm-body4: The London Catholic Universe, commenting on the Prince of Wales' speech at the dinner in aid of the leprosy fund, says :—"To our thinking he is the best of his family. He may have sown wild oats like most other hearty young Englishmen ; he may be fond of horse racing, and now and again weakly patronise prize fighters, but there is nothing radically vicious in him.": [294, 453, 551, 526]
- schultz-body: TEACHER of the Pianoforte and Singing.: [1582, 1117, 1731, 1125]
- whata-heading: WHATAUPOKO ROAD BOARD.: [598, 567, 770, 579]
- wine-item: Sherry: [1760, 689, 1789, 699]
- poverty-heading: POVERTY BAY ACCLIMATISATION SOCIETY.: [586, 784, 782, 808]
- county-signature: RATEPAYER.: [223, 825, 278, 835]
- sale1-body: SEVERAL SECTIONS IN MAKAURI, on the Main Road to Waerenga-a-hika, from 20 to 50 acres. For particulars apply to—: [817, 690, 1028, 721]
- edu-heading: Education Office, Napier, March 22nd, 1890.: [841, 200, 1004, 208]
- forsale-body: THE undersigned has for Sale 150 acres of first-class FLAT LAND situated at Ormond. Also, for Leasehold—£40 acres.: [563, 1132, 805, 1162]
- notice7-signature: W. COOPER.: [1778, 1344, 1831, 1354]
- johnston-heading: H. E. JOHNSTON,: [1637, 966, 1771, 982]
- beere-sub: TEACHER OF MUSIC AND PAINTING.: [1322, 88, 1537, 99]
- timetable-section-title: FOR AUCKLAND: [1670, 217, 1737, 226]
- dolls: Dolls, from 1d and upwards; Accordions, Concertinas, Violins, and Christmas Cards.: [1309, 236, 1550, 253]
- cash-heading: THE NOTED CASH: [1358, 370, 1501, 386]
- tables-covered: TABLES COVERED,: [1375, 222, 1484, 233]
- argyll: ARGYLL HOTEL,: [1641, 714, 1767, 731]
- wine-item: Claret: [1760, 700, 1787, 710]
- pitt-address: Emerson Street Napier; and: [1370, 734, 1490, 744]
- timetable-section-title: FOR LEVUKA and SUVA FROM AUCKLAND.: [1616, 370, 1791, 378]
- ledger-name: Mrs E. Ledger: [1065, 1275, 1536, 1345]
- ideal-signature: CITIZEN.: [238, 597, 278, 606]
- friend-body: SIR,—In your article re Mr Gannon's bankruptcy you seemed to forget some of the features of the case, which, fairly explained, would place him in a much better light. At his meeting he stated that he had got into such a bad position through having property (which property death would have made a substantial return) forced into the market, not merely to be sacrificed, but to place the unfortunate man still deeper in debt.: [28, 645, 282, 729]
- toys: TOYS.: [1391, 256, 1469, 283]
- timetable-row: Manapouri | Monday, March 31 | 8 a.m.: [1573, 240, 1835, 252]
- toroa-date: To be held on the Toroa Steeplechase Course, Waerenga-a-hika, on MONDAY, 7th APRIL, 1890.: [1042, 112, 1284, 132]
- kennedy-heading: Kennedy, Evans & Co.: [1079, 337, 1247, 355]
- toroa-programme: 1—FLYING HANDICAP, of 15 sovs, ¾ mile 2—MAIDEN HACK SCURRY, of 5 sovs, ¾ mile 3—TOROA STEEPLECHASE HANDICAP, of 25 sovs., about 3 miles 4—HACK STEEPLECHASE HANDICAP, of 10 sovs, about 1½ miles 5—EASTER HANDICAP, of 25 sovs, 1½ miles 6—HANDICAP HACK RACE, of 10 sovs, 1 mile 7—FORCED HANDICAP, of 10 sovs, 1 mile and a distance: [1040, 186, 1286, 240]
- billiards-body: WANTED TO RENT, BILLIARD ROOM. Apply, stating terms, by letter, to—"BILLIARDS," c/o STANDARD Office, Gladstone Road.: [563, 1004, 805, 1035]
- rowing-body: A MEETING of the above Club will be held on MONDAY EVENING at the Masonic Hotel at 8 o'clock.: [294, 551, 551, 571]
- column-4: [817, 66, 1028, 1988]
- grand-show: A GRAND SHOW: [1366, 287, 1493, 303]
- let2-signature: W. H. TUCKER.: [958, 1171, 1024, 1180]
- timetable-section-title: FOR HONOLULU AND SAN FRANCISCO FROM AUCKLAND.: [1584, 393, 1824, 402]
- rc-sunday-h: ON EASTER SUNDAY :: [634, 207, 734, 217]
- prichard-tonic: PRICHARD'S Iron and Quinine Tonic. This preparation contains Quinine and Iron in the highest state of purity, and is dispensed in an agreeable form, producing the most efficacious strengthening and appetising results. 2s 6d per bottle.: [1573, 814, 1835, 850]
- sale3-body: 300 FULL-MOUTHED CROSS BRED EWES. Delivery middle of Feb.: [817, 1053, 1028, 1074]
- rm-body3: Another action in which the parties in the last case were reversed, next occupied their Worships' attention. George Richard Rogers sued Mrs Menzies for the return of certain articles, inclusive of white shirts, frilled pillowslips, boot brushes, and various other articles which make up the wardrobe of the bachelor of the period.: [294, 381, 551, 444]
- new-goods: New Goods for Xmas and New Year!: [1306, 177, 1553, 217]
- hospital-signature: D. COURTNAY.: [214, 482, 278, 492]
- ormond-body: IT is hereby notified that all Rates which are unpaid on 15th inst. will be sued for without further notice.: [817, 611, 1028, 641]
- coal-firewood: COAL AND FIREWOOD.: [1637, 1220, 1771, 1232]
- note-this: NOTE THIS— MASON'S JAM JARS—Pints 5s 6d, Quarts 11s, ½ gal. 13s 6d per doz. Best Almond Scented SOAP, large bars, 10s 6d per case; good useful SOAP, 7s per case; STARCH, 6d per lb; BLUE, 10d per lb. SUGAR—Loaf, 5d per lb; do. No. 3, 40lb bag, 10s.: [1298, 482, 1561, 518]
- usc-heading: UNION STEAMSHIP COMPANY OF NEW ZEALAND, LIMITED.: [1623, 74, 1820, 98]
